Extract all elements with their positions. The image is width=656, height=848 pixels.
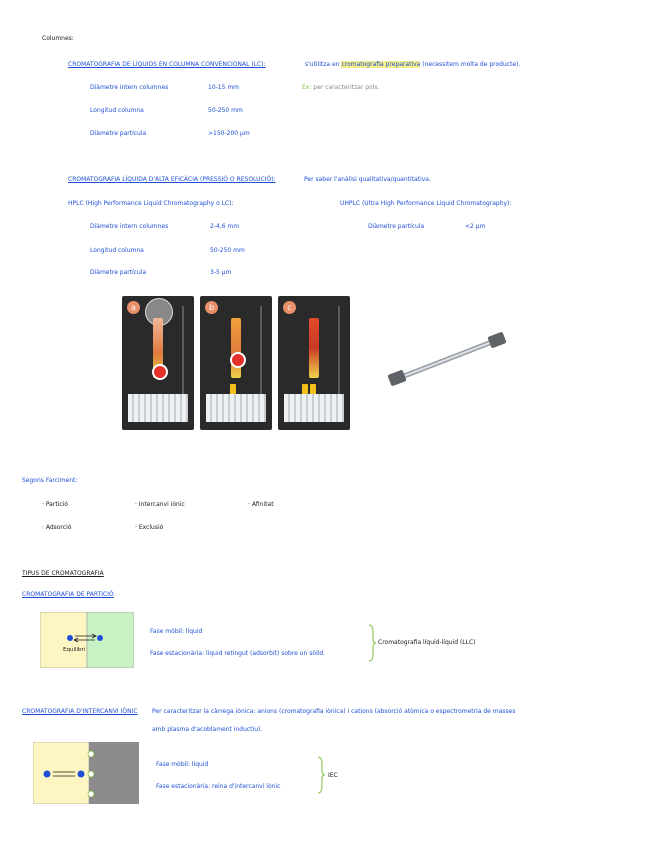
lc-param-value: >150-200 μm (208, 130, 250, 137)
hplc-param-value: 2-4,6 mm (210, 223, 240, 230)
hplc-column-image (385, 328, 513, 390)
photo-column-c (278, 296, 350, 430)
fill-item: · Exclusió (135, 524, 164, 531)
ion-brace (317, 756, 325, 794)
partition-line-mobile: Fase mòbil: líquid (150, 628, 203, 635)
ion-line-stationary: Fase estacionària: reina d'intercanvi iònic (156, 783, 281, 790)
photo-label-c: c (283, 301, 296, 314)
ion-exchange-desc-2: amb plasma d'acoblament inductiu). (152, 726, 263, 733)
ion-result: IEC (328, 772, 338, 779)
hplc-param-value: 3-5 μm (210, 269, 232, 276)
lc-param-label: Diàmetre intern columnes (90, 84, 169, 91)
fill-item: · Partició (42, 501, 68, 508)
uhplc-heading: UHPLC (Ultra High Performance Liquid Chromatography): (340, 200, 512, 207)
page-heading: Columnes: (42, 35, 74, 42)
lc-param-value: 50-250 mm (208, 107, 243, 114)
partition-diagram (40, 612, 134, 668)
types-title: TIPUS DE CROMATOGRAFIA (22, 570, 104, 577)
hplc-heading: HPLC (High Performance Liquid Chromatography o LC): (68, 200, 234, 207)
uhplc-param-label: Diàmetre partícula (368, 223, 425, 230)
hplc-param-value: 50-250 mm (210, 247, 245, 254)
ion-line-mobile: Fase mòbil: líquid (156, 761, 209, 768)
lc-note-ex: Ex: (302, 84, 312, 91)
photo-label-b: b (205, 301, 218, 314)
lc-note (302, 85, 380, 91)
lc-param-label: Longitud columna (90, 107, 144, 114)
ion-exchange-title: CROMATOGRAFIA D'INTERCANVI IÒNIC (22, 708, 138, 715)
section-lc-desc-post: (necessitem molta de producte). (422, 61, 521, 68)
hplc-param-label: Diàmetre intern columnes (90, 223, 169, 230)
section-lc-highlight: cromatografia preparativa (341, 61, 421, 68)
section-hplc-desc: Per saber l'anàlisi qualitativa/quantitativa. (304, 176, 431, 183)
uhplc-param-value: <2 μm (465, 223, 486, 230)
partition-title: CROMATOGRAFIA DE PARTICIÓ (22, 591, 114, 598)
fill-item: · Afinitat (248, 501, 274, 508)
section-lc-title: CROMATOGRAFIA DE LÍQUIDS EN COLUMNA CONVENCIONAL (LC): (68, 61, 266, 68)
partition-result: Cromatografia líquid-líquid (LLC) (378, 639, 476, 646)
partition-line-stationary: Fase estacionària: líquid retingut (adsorbit) sobre un sòlid. (150, 650, 326, 657)
section-lc-desc-pre: s'utilitza en (305, 61, 340, 68)
fill-item: · Intercanvi iònic (135, 501, 185, 508)
lc-note-text: per caracteritzar pols. (313, 84, 380, 91)
fill-item: · Adsorció (42, 524, 72, 531)
hplc-param-label: Longitud columna (90, 247, 144, 254)
photo-label-a: a (127, 301, 140, 314)
section-lc-desc (305, 62, 520, 68)
hplc-param-label: Diàmetre partícula (90, 269, 147, 276)
section-hplc-title: CROMATOGRAFIA LÍQUIDA D'ALTA EFICÀCIA (PRESSIÓ O RESOLUCIÓ): (68, 176, 276, 183)
ion-exchange-desc-1: Per caracteritzar la càrrega iònica: anions (cromatografia iònica) i cations (absorció atòmica o espectrometria de masses (152, 708, 516, 715)
ion-exchange-diagram (33, 742, 139, 804)
photo-column-b (200, 296, 272, 430)
lc-param-label: Diàmetre partícula (90, 130, 147, 137)
partition-diagram-label: Equilibri (63, 647, 86, 653)
partition-brace (368, 624, 376, 662)
lc-param-value: 10-15 mm (208, 84, 240, 91)
fill-title: Segons Farciment: (22, 477, 78, 484)
photo-column-a (122, 296, 194, 430)
